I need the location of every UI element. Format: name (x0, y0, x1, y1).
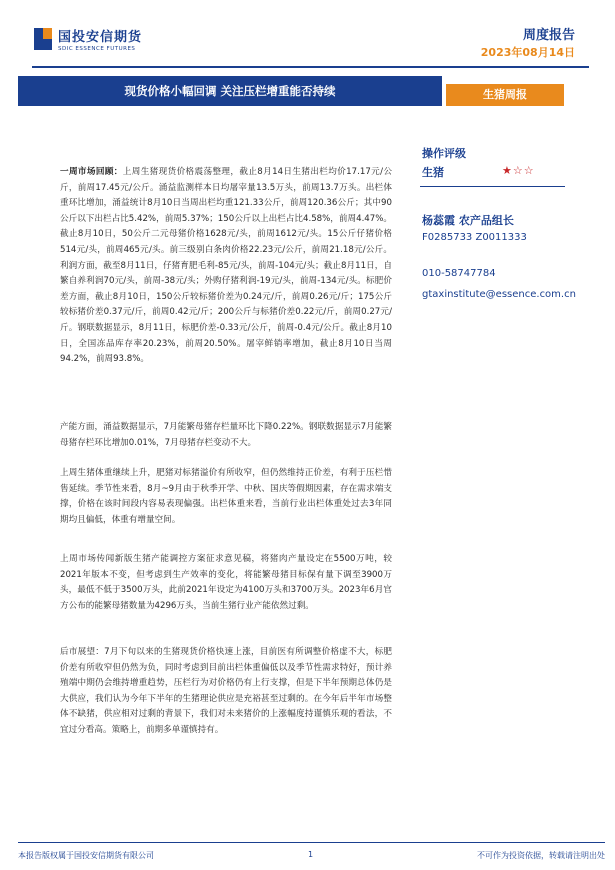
analyst-phone: 010-58747784 (422, 268, 496, 279)
page-number: 1 (308, 850, 314, 859)
analyst-license: F0285733 Z0011333 (422, 232, 527, 243)
company-logo (34, 26, 142, 52)
outlook-paragraph (60, 645, 392, 739)
weekly-review-text: 上周生猪现货价格震荡整理，截止8月14日生猪出栏均价17.17元/公斤，前周17.45元/公斤。涌益监测样本日均屠宰量13.5万头，前周13.7万头。出栏体重环比增加，涌益统计8月10日当周出栏均重121.33公斤，前周120.36公斤；其中90公斤以下出栏占比5.42%，前周5.37%；150公斤以上出栏占比4.58%，前周4.47%。截止8月10日，50公斤二元母猪价格1628元/头，前周1612元/头。15公斤仔猪价格514元/头，前周465元/头。前三级别白条肉价格22.23元/公斤，前周21.18元/公斤。利润方面，截至8月11日，仔猪育肥毛利-85元/头，前周-104元/头；截止8月11日，自繁自养利润70元/头，前周-38元/头；外购仔猪利润-19元/头，前周-134元/头。标肥价差方面，截止8月10日，150公斤较标猪价差为0.24元/斤，前周0.26元/斤；175公斤较标猪价差0.37元/斤，前周0.42元/斤；200公斤与标猪价差0.22元/斤，前周0.27元/斤。钢联数据显示，8月11日，标肥价差-0.33元/公斤，前周-0.4元/公斤。截止8月10日，全国冻品库存率20.23%，前周20.50%。屠宰鲜销率增加，截止8月10日当周94.2%，前周93.8%。 (60, 167, 392, 365)
disclaimer-note: 不可作为投资依据，转载请注明出处 (477, 851, 605, 860)
logo-name-en: SDIC ESSENCE FUTURES (58, 46, 136, 52)
report-headline: 现货价格小幅回调 关注压栏增重能否持续 (124, 84, 336, 98)
weekly-review-paragraph (60, 165, 392, 368)
copyright-note: 本报告版权属于国投安信期货有限公司 (18, 851, 154, 860)
analyst-email: gtaxinstitute@essence.com.cn (422, 289, 576, 300)
weight-paragraph (60, 466, 392, 528)
weight-text: 上周生猪体重继续上升，肥猪对标猪溢价有所收窄，但仍然维持正价差，有利于压栏惜售延续。季节性来看，8月~9月由于秋季开学、中秋、国庆等假期因素，存在需求端支撑，价格在该时间段内容易表现偏强。出栏体重来看，当前行业出栏体重处过去3年同期均且偏低，体重有增量空间。 (60, 468, 392, 525)
outlook-text: 后市展望：7月下旬以来的生猪现货价格快速上涨，目前医有所调整价格虚不大，标肥价差有所收窄但仍然为负，同时考虑到目前出栏体重偏低以及季节性需求特好，预计养殖端中期仍会维持增重趋势，压栏行为对价格仍有上行支撑，但是下半年预期总体仍是大供应，我们认为今年下半年的生猪理论供应是充裕甚至过剩的。在今年后半年市场整体不缺猪，供应相对过剩的背景下，我们对未来猪价的上涨幅度持谨慎乐观的看法，不宜过分看高。策略上，前期多单谨慎持有。 (60, 647, 392, 735)
rating-stars-icon: ★☆☆ (502, 164, 535, 177)
logo-mark-icon (34, 28, 52, 50)
policy-paragraph (60, 552, 392, 614)
rating-label: 生猪 (422, 166, 444, 179)
section-tag: 生猪周报 (446, 84, 564, 106)
logo-name-cn: 国投安信期货 (58, 30, 143, 45)
rating-title: 操作评级 (422, 147, 466, 160)
policy-text: 上周市场传闻新版生猪产能调控方案征求意见稿，将猪肉产量设定在5500万吨，较2021年版本不变，但考虑到生产效率的变化，将能繁母猪目标保有量下调至3900万头，最低不低于3500万头，此前2021年设定为4100万头和3700万头。2023年6月官方公布的能繁母猪数量为4296万头，当前生猪行业产能依然过剩。 (60, 554, 392, 611)
header-divider (32, 66, 589, 68)
report-type: 周度报告 (522, 28, 575, 43)
capacity-paragraph (60, 420, 392, 451)
footer-divider (18, 842, 605, 843)
report-date: 2023年08月14日 (480, 46, 575, 59)
analyst-name: 杨蕊霞 农产品组长 (422, 214, 514, 227)
weekly-review-lead: 一周市场回顾： (60, 167, 123, 177)
capacity-text: 产能方面，涌益数据显示，7月能繁母猪存栏量环比下降0.22%。钢联数据显示7月能繁母猪存栏环比增加0.01%，7月母猪存栏变动不大。 (60, 422, 392, 448)
rating-row (422, 164, 552, 180)
rating-divider (420, 186, 565, 187)
